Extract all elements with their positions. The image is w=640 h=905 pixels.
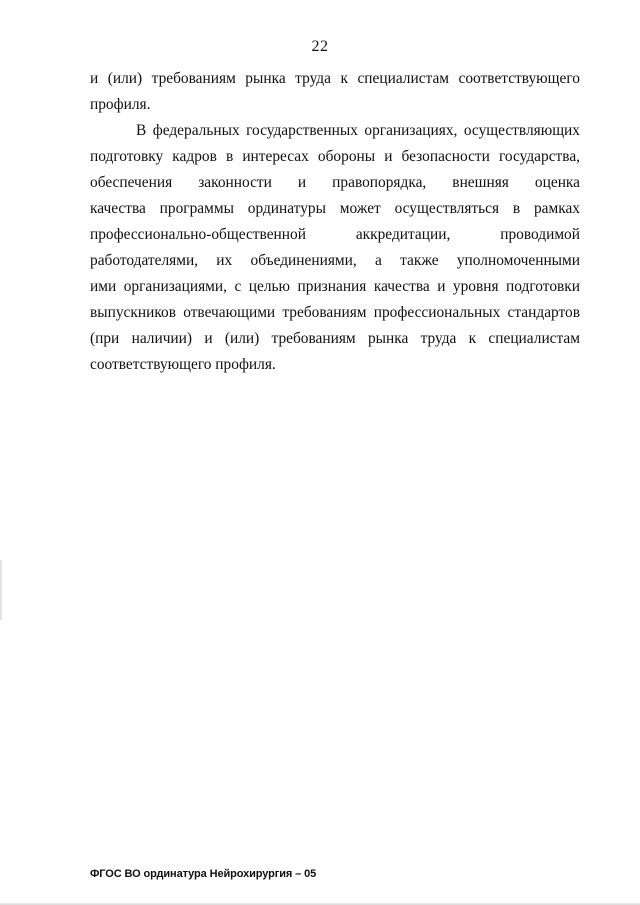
scan-artifact: [0, 560, 2, 620]
paragraph-main: [90, 118, 580, 378]
text-line: В федеральных государственных организациях, осуществляющих: [136, 122, 580, 139]
text-line: подготовку кадров в интересах обороны и безопасности государства,: [90, 148, 580, 165]
text-line: обеспечения законности и правопорядка, внешняя оценка: [90, 174, 580, 191]
page-number: 22: [311, 38, 329, 55]
text-line: и (или) требованиям рынка труда к специалистам соответствующего: [90, 70, 580, 87]
text-line: ими организациями, с целью признания качества и уровня подготовки: [90, 278, 580, 295]
text-line: выпускников отвечающими требованиям профессиональных стандартов: [90, 304, 580, 321]
text-line: (при наличии) и (или) требованиям рынка труда к специалистам: [90, 330, 580, 347]
paragraph-continuation: [90, 66, 580, 118]
text-line: профессионально-общественной аккредитации, проводимой: [90, 226, 580, 243]
text-line: качества программы ординатуры может осуществляться в рамках: [90, 200, 580, 217]
document-footer: ФГОС ВО ординатура Нейрохирургия – 05: [90, 868, 317, 880]
text-line: соответствующего профиля.: [90, 356, 276, 373]
text-line: работодателями, их объединениями, а также уполномоченными: [90, 252, 580, 269]
text-line: профиля.: [90, 96, 151, 113]
